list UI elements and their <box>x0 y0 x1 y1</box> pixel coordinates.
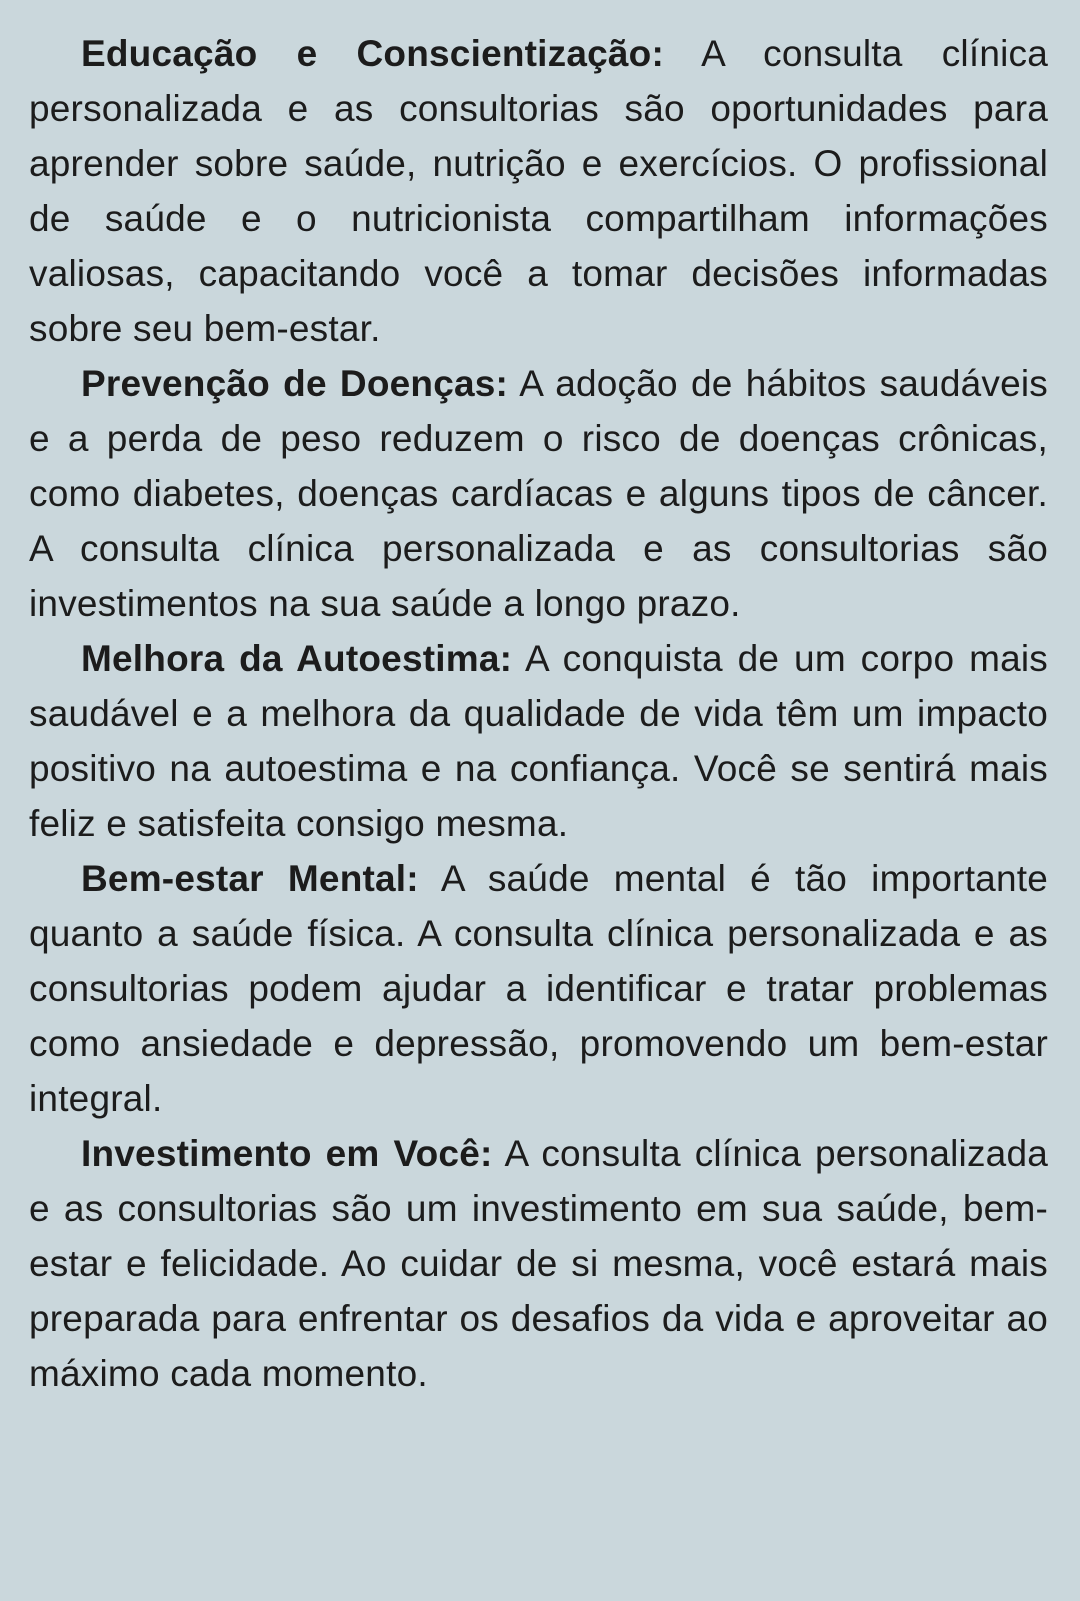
paragraph-mental-wellbeing <box>29 851 1048 1126</box>
paragraph-education <box>29 26 1048 356</box>
paragraph-body: A adoção de hábitos saudáveis e a perda de peso reduzem o risco de doenças crônicas, como diabetes, doenças cardíacas e alguns tipos de câncer. A consulta clínica personalizada e as consultorias são investimentos na sua saúde a longo prazo. <box>29 363 1048 624</box>
paragraph-self-investment <box>29 1126 1048 1401</box>
paragraph-self-esteem <box>29 631 1048 851</box>
paragraph-body: A saúde mental é tão importante quanto a saúde física. A consulta clínica personalizada e as consultorias podem ajudar a identificar e tratar problemas como ansiedade e depressão, promovendo um bem-estar integral. <box>29 858 1048 1119</box>
paragraph-body: A consulta clínica personalizada e as consultorias são um investimento em sua saúde, bem-estar e felicidade. Ao cuidar de si mesma, você estará mais preparada para enfrentar os desafios da vida e aproveitar ao máximo cada momento. <box>29 1133 1048 1394</box>
paragraph-heading: Bem-estar Mental: <box>81 858 419 899</box>
paragraph-heading: Educação e Conscientização: <box>81 33 665 74</box>
paragraph-body: A consulta clínica personalizada e as consultorias são oportunidades para aprender sobre saúde, nutrição e exercícios. O profissional de saúde e o nutricionista compartilham informações valiosas, capacitando você a tomar decisões informadas sobre seu bem-estar. <box>29 33 1049 349</box>
paragraph-heading: Prevenção de Doenças: <box>81 363 509 404</box>
paragraph-heading: Investimento em Você: <box>81 1133 493 1174</box>
paragraph-heading: Melhora da Autoestima: <box>81 638 513 679</box>
paragraph-disease-prevention <box>29 356 1048 631</box>
paragraph-body: A conquista de um corpo mais saudável e a melhora da qualidade de vida têm um impacto positivo na autoestima e na confiança. Você se sentirá mais feliz e satisfeita consigo mesma. <box>29 638 1048 844</box>
